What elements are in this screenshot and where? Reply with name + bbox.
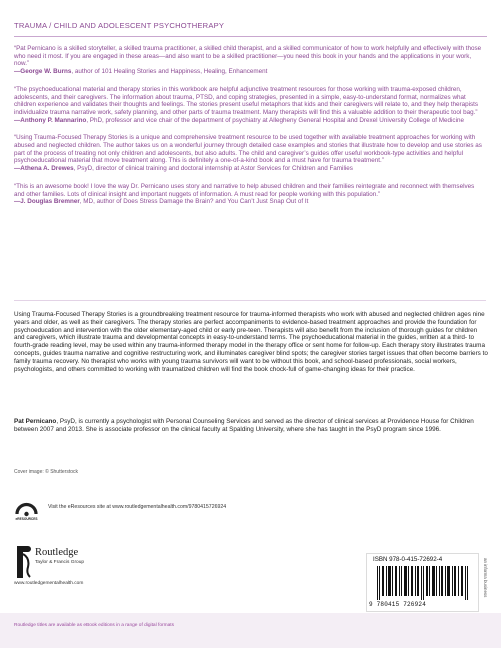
header-bar	[14, 15, 487, 37]
author-name: Pat Pernicano	[14, 418, 57, 425]
publisher-subtitle: Taylor & Francis Group	[35, 560, 85, 565]
endorsement	[14, 183, 486, 206]
eresources-notice	[14, 497, 274, 521]
author-bio	[14, 418, 488, 434]
author-bio-text: , PsyD, is currently a psychologist with Personal Counseling Services and served as the director of clinical services at Providence House for Children between 2007 and 2013. She is associate professor on the clinical faculty at Spalding University, where she has taught in the PsyD program since 1996.	[14, 418, 474, 433]
endorsement-attribution	[14, 68, 486, 76]
section-divider	[14, 300, 486, 301]
footer-text: Routledge titles are available as eBook editions in a range of digital formats	[14, 623, 174, 628]
eresources-text: Visit the eResources site at www.routledgementalhealth.com/9780415726924	[48, 504, 227, 510]
eresources-logo-text: eRESOURCES	[15, 517, 38, 521]
endorser-affiliation: , PsyD, director of clinical training and doctoral internship at Astor Services for Children and Families	[73, 165, 353, 173]
endorsement	[14, 134, 486, 173]
cover-credit: Cover image: © Shutterstock	[14, 469, 78, 475]
endorsement-attribution	[14, 198, 486, 206]
endorsement	[14, 86, 486, 125]
informa-label: an informa business	[483, 558, 488, 598]
endorsement-text: “Using Trauma-Focused Therapy Stories is a unique and comprehensive treatment resource to be used together with available treatment approaches for working with abused and neglected children. The author takes us on a wonderful journey through detailed case examples and stories that illustrate how to develop and use stories as part of the process of treating not only children and adolescents, but also adults. The child and caregiver’s guides offer useful workbook-type activities and helpful psychoeducational material that move treatment along. This is definitely a one-of-a-kind book and a must have for trauma treatment.”	[14, 134, 482, 165]
book-description: Using Trauma-Focused Therapy Stories is a groundbreaking treatment resource for trauma-informed therapists who work with abused and neglected children ages nine years and older, as well as their caregivers. The therapy stories are perfect accompaniments to evidence-based treatment approaches and provide the foundation for psychoeducation and intervention with the older elementary-aged child or early pre-teen. Therapists will also benefit from the inclusion of thorough guides for children and caregivers, which illustrate trauma and developmental concepts in easy-to-understand terms. The psychoeducational material in the guides, written at a third- to fourth-grade reading level, may be used within any trauma-informed therapy model in the therapy office or sent home for follow-up. Each therapy story illustrates trauma concepts, guides trauma narrative and cognitive restructuring work, and illuminates caregiver blind spots; the caregiver stories target issues that often become barriers to family trauma recovery. No therapist who works with young trauma survivors will want to be without this book, and school-based professionals, social workers, psychologists, and others committed to working with traumatized children will find the book chock-full of game-changing ideas for their practice.	[14, 311, 488, 373]
endorsement-text: “The psychoeducational material and therapy stories in this workbook are helpful adjunctive treatment resources for those working with trauma-exposed children, adolescents, and their caregivers. The information about trauma, PTSD, and coping strategies, presented in a simple, easy-to-understand format, normalizes what children experience and validates their thoughts and feelings. The stories present useful metaphors that kids and their caregivers will relate to, and they help therapists individualize trauma narrative work, safety planning, and other parts of trauma treatment. Many therapists will find this a valuable addition to their therapeutic tool bag.”	[14, 85, 479, 116]
endorsement-attribution	[14, 117, 486, 125]
barcode-digits: 9 780415 726924	[369, 601, 427, 608]
endorsement-text: “This is an awesome book! I love the way Dr. Pernicano uses story and narrative to help abused children and their families reintegrate and reconnect with themselves and other families. Lots of clinical insight and important nuggets of information. A must read for people working with this population.”	[14, 182, 475, 198]
endorser-name: —George W. Burns	[14, 68, 72, 76]
endorsement-text: “Pat Pernicano is a skilled storyteller, a skilled trauma practitioner, a skilled child therapist, and a skilled communicator of how to work helpfully and effectively with those who need it most. If you are engaged in these areas—and also want to be a skilled practitioner—you need this book in your hands and the applications in your work, now.”	[14, 45, 482, 68]
publisher-url: www.routledgementalhealth.com	[14, 581, 84, 586]
spine-label	[482, 558, 490, 603]
endorser-name: —Athena A. Drewes	[14, 165, 74, 173]
endorser-name: —J. Douglas Bremner	[14, 198, 80, 206]
barcode-icon	[377, 566, 469, 600]
eresources-icon	[14, 497, 39, 521]
endorser-affiliation: , MD, author of Does Stress Damage the Brain? and You Can’t Just Snap Out of It	[79, 198, 309, 206]
endorsement	[14, 45, 486, 76]
endorser-affiliation: , PhD, professor and vice chair of the department of psychiatry at Allegheny General Hospital and Drexel University College of Medicine	[86, 116, 464, 124]
routledge-mark-icon	[14, 545, 31, 579]
barcode-panel	[366, 553, 479, 612]
series-title: TRAUMA / CHILD AND ADOLESCENT PSYCHOTHERAPY	[14, 21, 225, 30]
footer-band	[0, 613, 501, 648]
endorsement-attribution	[14, 165, 486, 173]
endorser-name: —Anthony P. Mannarino	[14, 116, 87, 124]
isbn-label: ISBN 978-0-415-72692-4	[373, 556, 443, 563]
endorsements	[14, 45, 486, 216]
publisher-logo	[14, 545, 164, 585]
publisher-name: Routledge	[35, 547, 79, 558]
endorser-affiliation: , author of 101 Healing Stories and Happiness, Healing, Enhancement	[71, 68, 268, 76]
